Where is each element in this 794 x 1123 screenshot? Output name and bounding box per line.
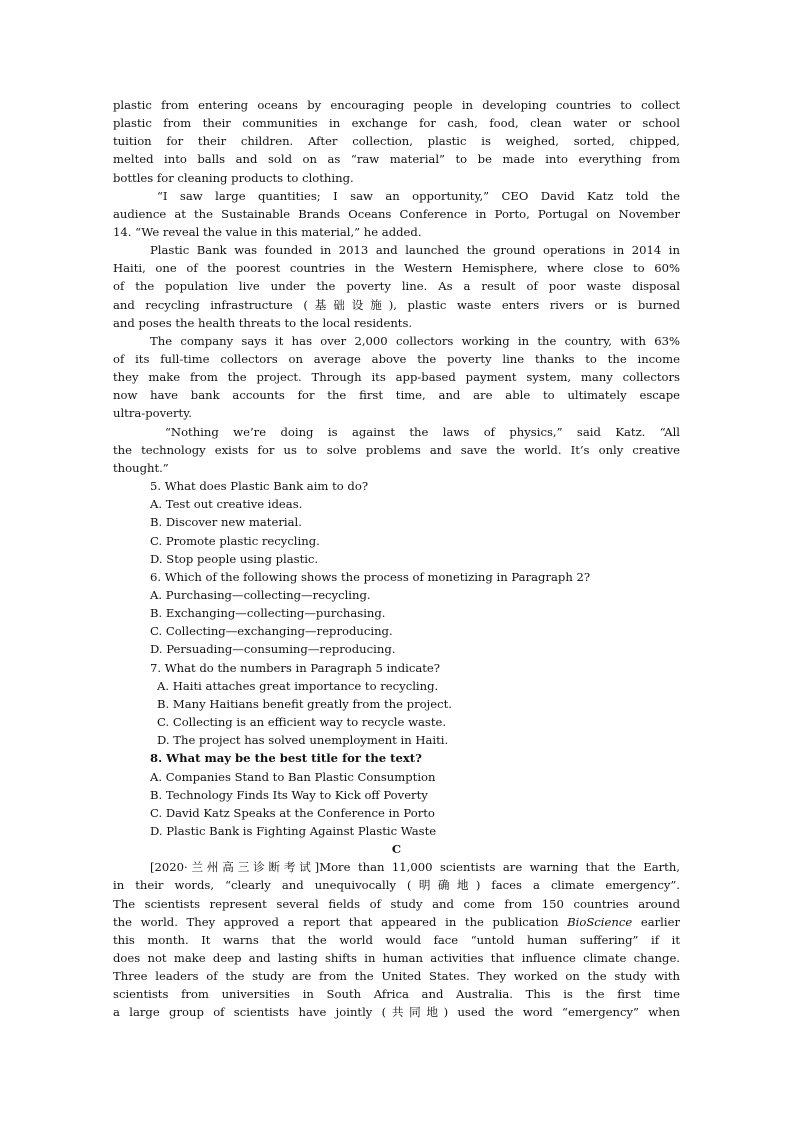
text-line: of its full-time collectors on average above the poverty line thanks to the income: [113, 352, 680, 367]
answer-option: B. Technology Finds Its Way to Kick off Poverty: [150, 787, 428, 802]
document-page: [113, 96, 680, 1022]
answer-option: C. David Katz Speaks at the Conference in Porto: [150, 805, 435, 820]
text-line: plastic from their communities in exchange for cash, food, clean water or school: [113, 116, 680, 131]
passage-b-paragraph-2: [113, 187, 680, 241]
question-7: [113, 659, 680, 750]
answer-option: B. Discover new material.: [150, 515, 302, 530]
text-line: and poses the health threats to the local residents.: [113, 315, 413, 330]
answer-option: B. Exchanging—collecting—purchasing.: [150, 606, 386, 621]
text-line: The scientists represent several fields of study and come from 150 countries around: [113, 896, 680, 911]
answer-option: D. The project has solved unemployment in Haiti.: [157, 733, 449, 748]
answer-option: C. Promote plastic recycling.: [150, 533, 320, 548]
text-line: audience at the Sustainable Brands Oceans Conference in Porto, Portugal on November: [113, 206, 680, 221]
question-5: [113, 477, 680, 568]
section-c: [113, 840, 680, 1021]
answer-option: A. Purchasing—collecting—recycling.: [150, 587, 371, 602]
text-fragment: earlier: [632, 914, 680, 929]
text-line: Three leaders of the study are from the United States. They worked on the study with: [113, 969, 680, 984]
question-stem: 6. Which of the following shows the process of monetizing in Paragraph 2?: [150, 569, 591, 584]
text-line: of the population live under the poverty line. As a result of poor waste disposal: [113, 279, 680, 294]
text-fragment: the world. They approved a report that appeared in the publication: [113, 914, 568, 929]
text-line: the technology exists for us to solve problems and save the world. It’s only creative: [113, 442, 680, 457]
text-line: scientists from universities in South Africa and Australia. This is the first time: [113, 987, 680, 1002]
answer-option: A. Haiti attaches great importance to recycling.: [157, 678, 439, 693]
text-line: melted into balls and sold on as “raw material” to be made into everything from: [113, 152, 680, 167]
section-heading: C: [391, 842, 402, 857]
answer-option: A. Test out creative ideas.: [150, 497, 303, 512]
answer-option: D. Plastic Bank is Fighting Against Plastic Waste: [150, 824, 437, 838]
answer-option: B. Many Haitians benefit greatly from the project.: [157, 696, 452, 711]
question-8: [113, 749, 680, 840]
passage-b-paragraph-5: [113, 423, 680, 477]
answer-option: A. Companies Stand to Ban Plastic Consumption: [150, 769, 436, 784]
text-line: “Nothing we’re doing is against the laws of physics,” said Katz. “All: [165, 424, 680, 439]
text-line: 14. “We reveal the value in this material,” he added.: [113, 225, 422, 239]
text-line: a large group of scientists have jointly (共同地) used the word “emergency” when: [113, 1005, 680, 1020]
text-line: Plastic Bank was founded in 2013 and launched the ground operations in 2014 in: [150, 243, 680, 258]
answer-option: C. Collecting—exchanging—reproducing.: [150, 624, 393, 639]
answer-option: D. Persuading—consuming—reproducing.: [150, 642, 396, 657]
question-stem: 8. What may be the best title for the text?: [150, 751, 422, 766]
text-line: in their words, “clearly and unequivocally (明确地) faces a climate emergency”.: [113, 878, 680, 893]
text-line: [2020·兰州高三诊断考试]More than 11,000 scientists are warning that the Earth,: [150, 860, 680, 875]
publication-name: BioScience: [567, 914, 633, 929]
passage-b-paragraph-1: [113, 96, 680, 187]
text-line: bottles for cleaning products to clothing.: [113, 170, 354, 185]
passage-b-paragraph-3: [113, 241, 680, 332]
text-line: ultra-poverty.: [113, 406, 192, 421]
text-line: thought.”: [113, 460, 169, 475]
text-line: now have bank accounts for the first time, and are able to ultimately escape: [113, 388, 680, 403]
text-line: plastic from entering oceans by encouraging people in developing countries to collect: [113, 98, 680, 112]
text-line-publication: [113, 913, 680, 931]
question-6: [113, 568, 680, 659]
text-line: they make from the project. Through its app-based payment system, many collectors: [113, 370, 680, 385]
text-line: tuition for their children. After collection, plastic is weighed, sorted, chipped,: [113, 134, 680, 149]
passage-b-paragraph-4: [113, 332, 680, 423]
text-line: does not make deep and lasting shifts in human activities that influence climate change.: [113, 951, 680, 966]
answer-option: D. Stop people using plastic.: [150, 551, 319, 566]
text-line: Haiti, one of the poorest countries in the Western Hemisphere, where close to 60%: [113, 261, 680, 276]
text-line: and recycling infrastructure (基础设施), plastic waste enters rivers or is burned: [113, 297, 680, 312]
text-line: this month. It warns that the world would face “untold human suffering” if it: [113, 932, 680, 947]
text-line: The company says it has over 2,000 collectors working in the country, with 63%: [150, 333, 680, 348]
question-stem: 7. What do the numbers in Paragraph 5 indicate?: [150, 660, 440, 675]
question-stem: 5. What does Plastic Bank aim to do?: [150, 479, 369, 494]
text-line: “I saw large quantities; I saw an opportunity,” CEO David Katz told the: [157, 188, 680, 203]
answer-option: C. Collecting is an efficient way to recycle waste.: [157, 715, 447, 730]
